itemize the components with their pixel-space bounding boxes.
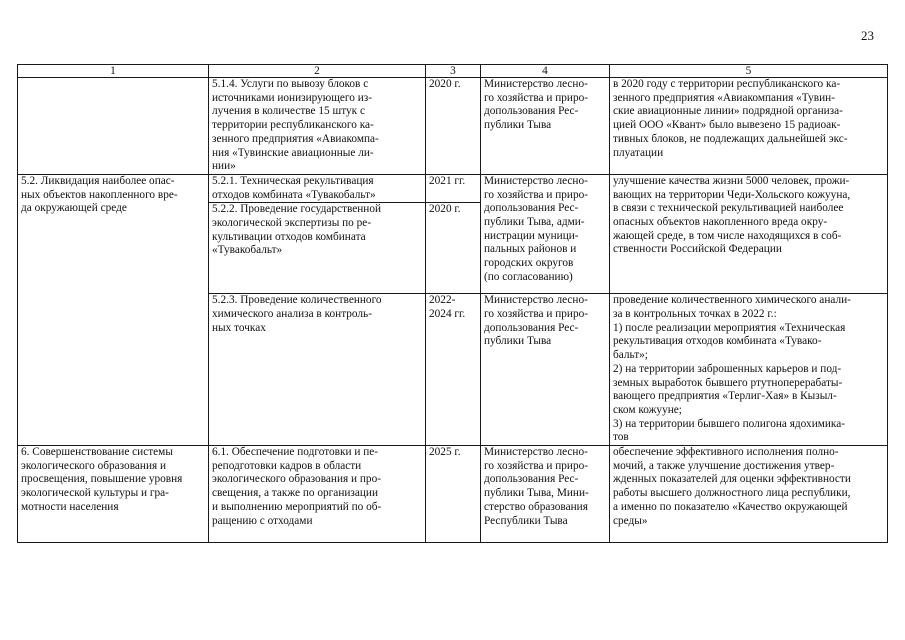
measure-cell: 5.2.2. Проведение государственной экологической экспертизы по ре- культивации отходов комбината «Тувакобальт» bbox=[209, 203, 426, 294]
executor-cell: Министерство лесно- го хозяйства и приро- допользования Рес- публики Тыва bbox=[481, 78, 610, 175]
measure-cell: 5.2.3. Проведение количественного химического анализа в контроль- ных точках bbox=[209, 294, 426, 446]
result-cell: обеспечение эффективного исполнения полно- мочий, а также улучшение достижения утвер- жденных показателей для оценки эффективности работы высшего должностного лица республики, а именно по показателю «Качество окружающей среды» bbox=[610, 446, 888, 543]
result-line: проведение количественного химического анали- за в контрольных точках в 2022 г.: bbox=[613, 294, 851, 321]
column-header-2: 2 bbox=[209, 65, 426, 78]
result-line: 2) на территории заброшенных карьеров и под- земных выработок бывшего ртутноперерабаты- вающего предприятия «Терлиг-Хая» в Кызыл- ском кожууне; bbox=[613, 362, 843, 416]
column-header-1: 1 bbox=[18, 65, 209, 78]
executor-cell: Министерство лесно- го хозяйства и приро- допользования Рес- публики Тыва, адми- нистрации муници- пальных районов и городских округов (по согласованию) bbox=[481, 174, 610, 293]
column-header-4: 4 bbox=[481, 65, 610, 78]
period-cell: 2021 гг. bbox=[426, 174, 481, 202]
result-line: 3) на территории бывшего полигона ядохимика- тов bbox=[613, 417, 846, 444]
column-header-5: 5 bbox=[610, 65, 888, 78]
task-cell: 6. Совершенствование системы экологического образования и просвещения, повышение уровня экологической культуры и гра- мотности населения bbox=[18, 446, 209, 543]
table-header-row bbox=[18, 65, 888, 78]
task-cell bbox=[18, 78, 209, 175]
period-cell: 2025 г. bbox=[426, 446, 481, 543]
executor-cell: Министерство лесно- го хозяйства и приро- допользования Рес- публики Тыва, Мини- стерство образования Республики Тыва bbox=[481, 446, 610, 543]
period-cell: 2022- 2024 гг. bbox=[426, 294, 481, 446]
result-cell bbox=[610, 294, 888, 446]
period-cell: 2020 г. bbox=[426, 203, 481, 294]
result-cell: в 2020 году с территории республиканского ка- зенного предприятия «Авиакомпания «Тувин- ские авиационные линии» подрядной организа- цией ООО «Квант» было вывезено 15 радиоак- тивных блоков, не подлежащих дальнейшей экс- плуатации bbox=[610, 78, 888, 175]
result-cell: улучшение качества жизни 5000 человек, прожи- вающих на территории Чеди-Хольского кожууна, в связи с технической рекультивацией наиболее опасных объектов накопленного вреда окру- жающей среде, в том числе находящихся в соб- ственности Российской Федерации bbox=[610, 174, 888, 293]
column-header-3: 3 bbox=[426, 65, 481, 78]
task-cell: 5.2. Ликвидация наиболее опас- ных объектов накопленного вре- да окружающей среде bbox=[18, 174, 209, 445]
result-line: 1) после реализации мероприятия «Техническая рекультивация отходов комбината «Тувако- бальт»; bbox=[613, 321, 846, 362]
measure-cell: 5.2.1. Техническая рекультивация отходов комбината «Тувакобальт» bbox=[209, 174, 426, 202]
measure-cell: 6.1. Обеспечение подготовки и пе- реподготовки кадров в области экологического образования и про- свещения, а также по организации и выполнению мероприятий по об- ращению с отходами bbox=[209, 446, 426, 543]
table-row bbox=[18, 78, 888, 175]
period-cell: 2020 г. bbox=[426, 78, 481, 175]
executor-cell: Министерство лесно- го хозяйства и приро- допользования Рес- публики Тыва bbox=[481, 294, 610, 446]
measures-table bbox=[17, 64, 888, 543]
page-number: 23 bbox=[861, 28, 874, 43]
measure-cell: 5.1.4. Услуги по вывозу блоков с источниками ионизирующего из- лучения в количестве 15 штук с территории республиканского ка- зенного предприятия «Авиакомпа- ния «Тувинские авиационные ли- нии» bbox=[209, 78, 426, 175]
table-row bbox=[18, 174, 888, 202]
table-row bbox=[18, 446, 888, 543]
